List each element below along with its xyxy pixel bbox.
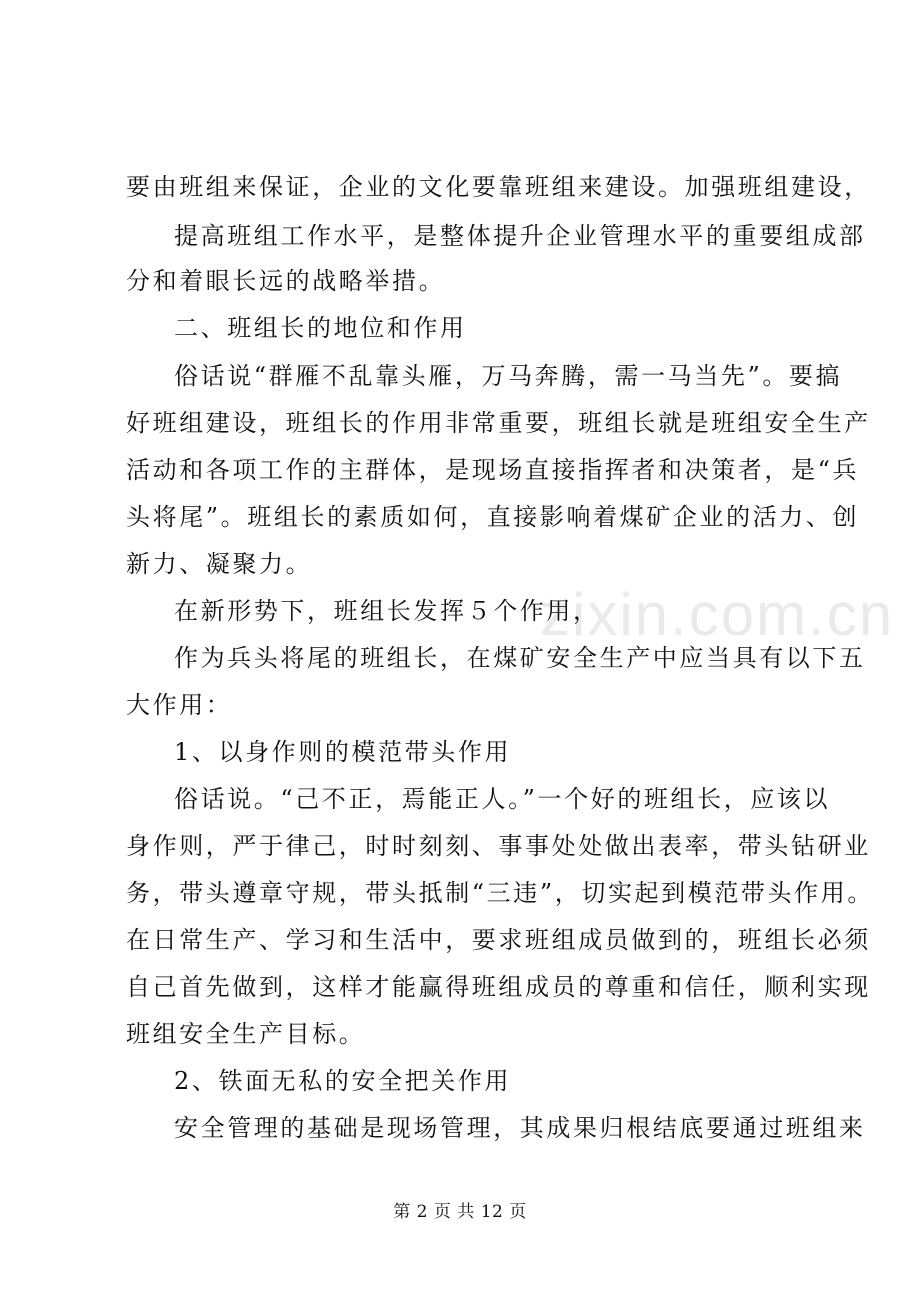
subheading-2: 2、铁面无私的安全把关作用 xyxy=(174,1067,512,1095)
text-line-6: 好班组建设，班组长的作用非常重要，班组长就是班组安全生产 xyxy=(126,409,871,437)
text-line-14: 俗话说。“己不正，焉能正人。”一个好的班组长，应该以 xyxy=(174,785,831,813)
text-line-18: 自己首先做到，这样才能赢得班组成员的尊重和信任，顺利实现 xyxy=(126,973,871,1001)
text-line-21: 安全管理的基础是现场管理，其成果归根结底要通过班组来 xyxy=(174,1114,866,1142)
text-line-11: 作为兵头将尾的班组长，在煤矿安全生产中应当具有以下五 xyxy=(174,644,866,672)
text-line-15: 身作则，严于律己，时时刻刻、事事处处做出表率，带头钻研业 xyxy=(126,832,871,860)
text-line-16: 务，带头遵章守规，带头抵制“三违”，切实起到模范带头作用。 xyxy=(126,879,874,907)
page-footer: 第 2 页 共 12 页 xyxy=(393,1202,527,1222)
text-line-5: 俗话说“群雁不乱靠头雁，万马奔腾，需一马当先”。要搞 xyxy=(174,362,843,390)
subheading-1: 1、以身作则的模范带头作用 xyxy=(174,738,512,766)
text-line-17: 在日常生产、学习和生活中，要求班组成员做到的，班组长必须 xyxy=(126,926,871,954)
watermark: zixin.com.cn xyxy=(540,581,895,648)
text-line-10: 在新形势下，班组长发挥５个作用， xyxy=(174,597,600,625)
text-line-12: 大作用： xyxy=(126,691,233,719)
text-line-19: 班组安全生产目标。 xyxy=(126,1020,366,1048)
text-line-9: 新力、凝聚力。 xyxy=(126,550,313,578)
text-line-8: 头将尾”。班组长的素质如何，直接影响着煤矿企业的活力、创 xyxy=(126,503,860,531)
section-heading: 二、班组长的地位和作用 xyxy=(174,314,467,342)
text-line-7: 活动和各项工作的主群体，是现场直接指挥者和决策者，是“兵 xyxy=(126,456,860,484)
text-line-1: 要由班组来保证，企业的文化要靠班组来建设。加强班组建设， xyxy=(126,173,871,201)
text-line-3: 分和着眼长远的战略举措。 xyxy=(126,267,446,295)
text-line-2: 提高班组工作水平，是整体提升企业管理水平的重要组成部 xyxy=(174,222,866,250)
